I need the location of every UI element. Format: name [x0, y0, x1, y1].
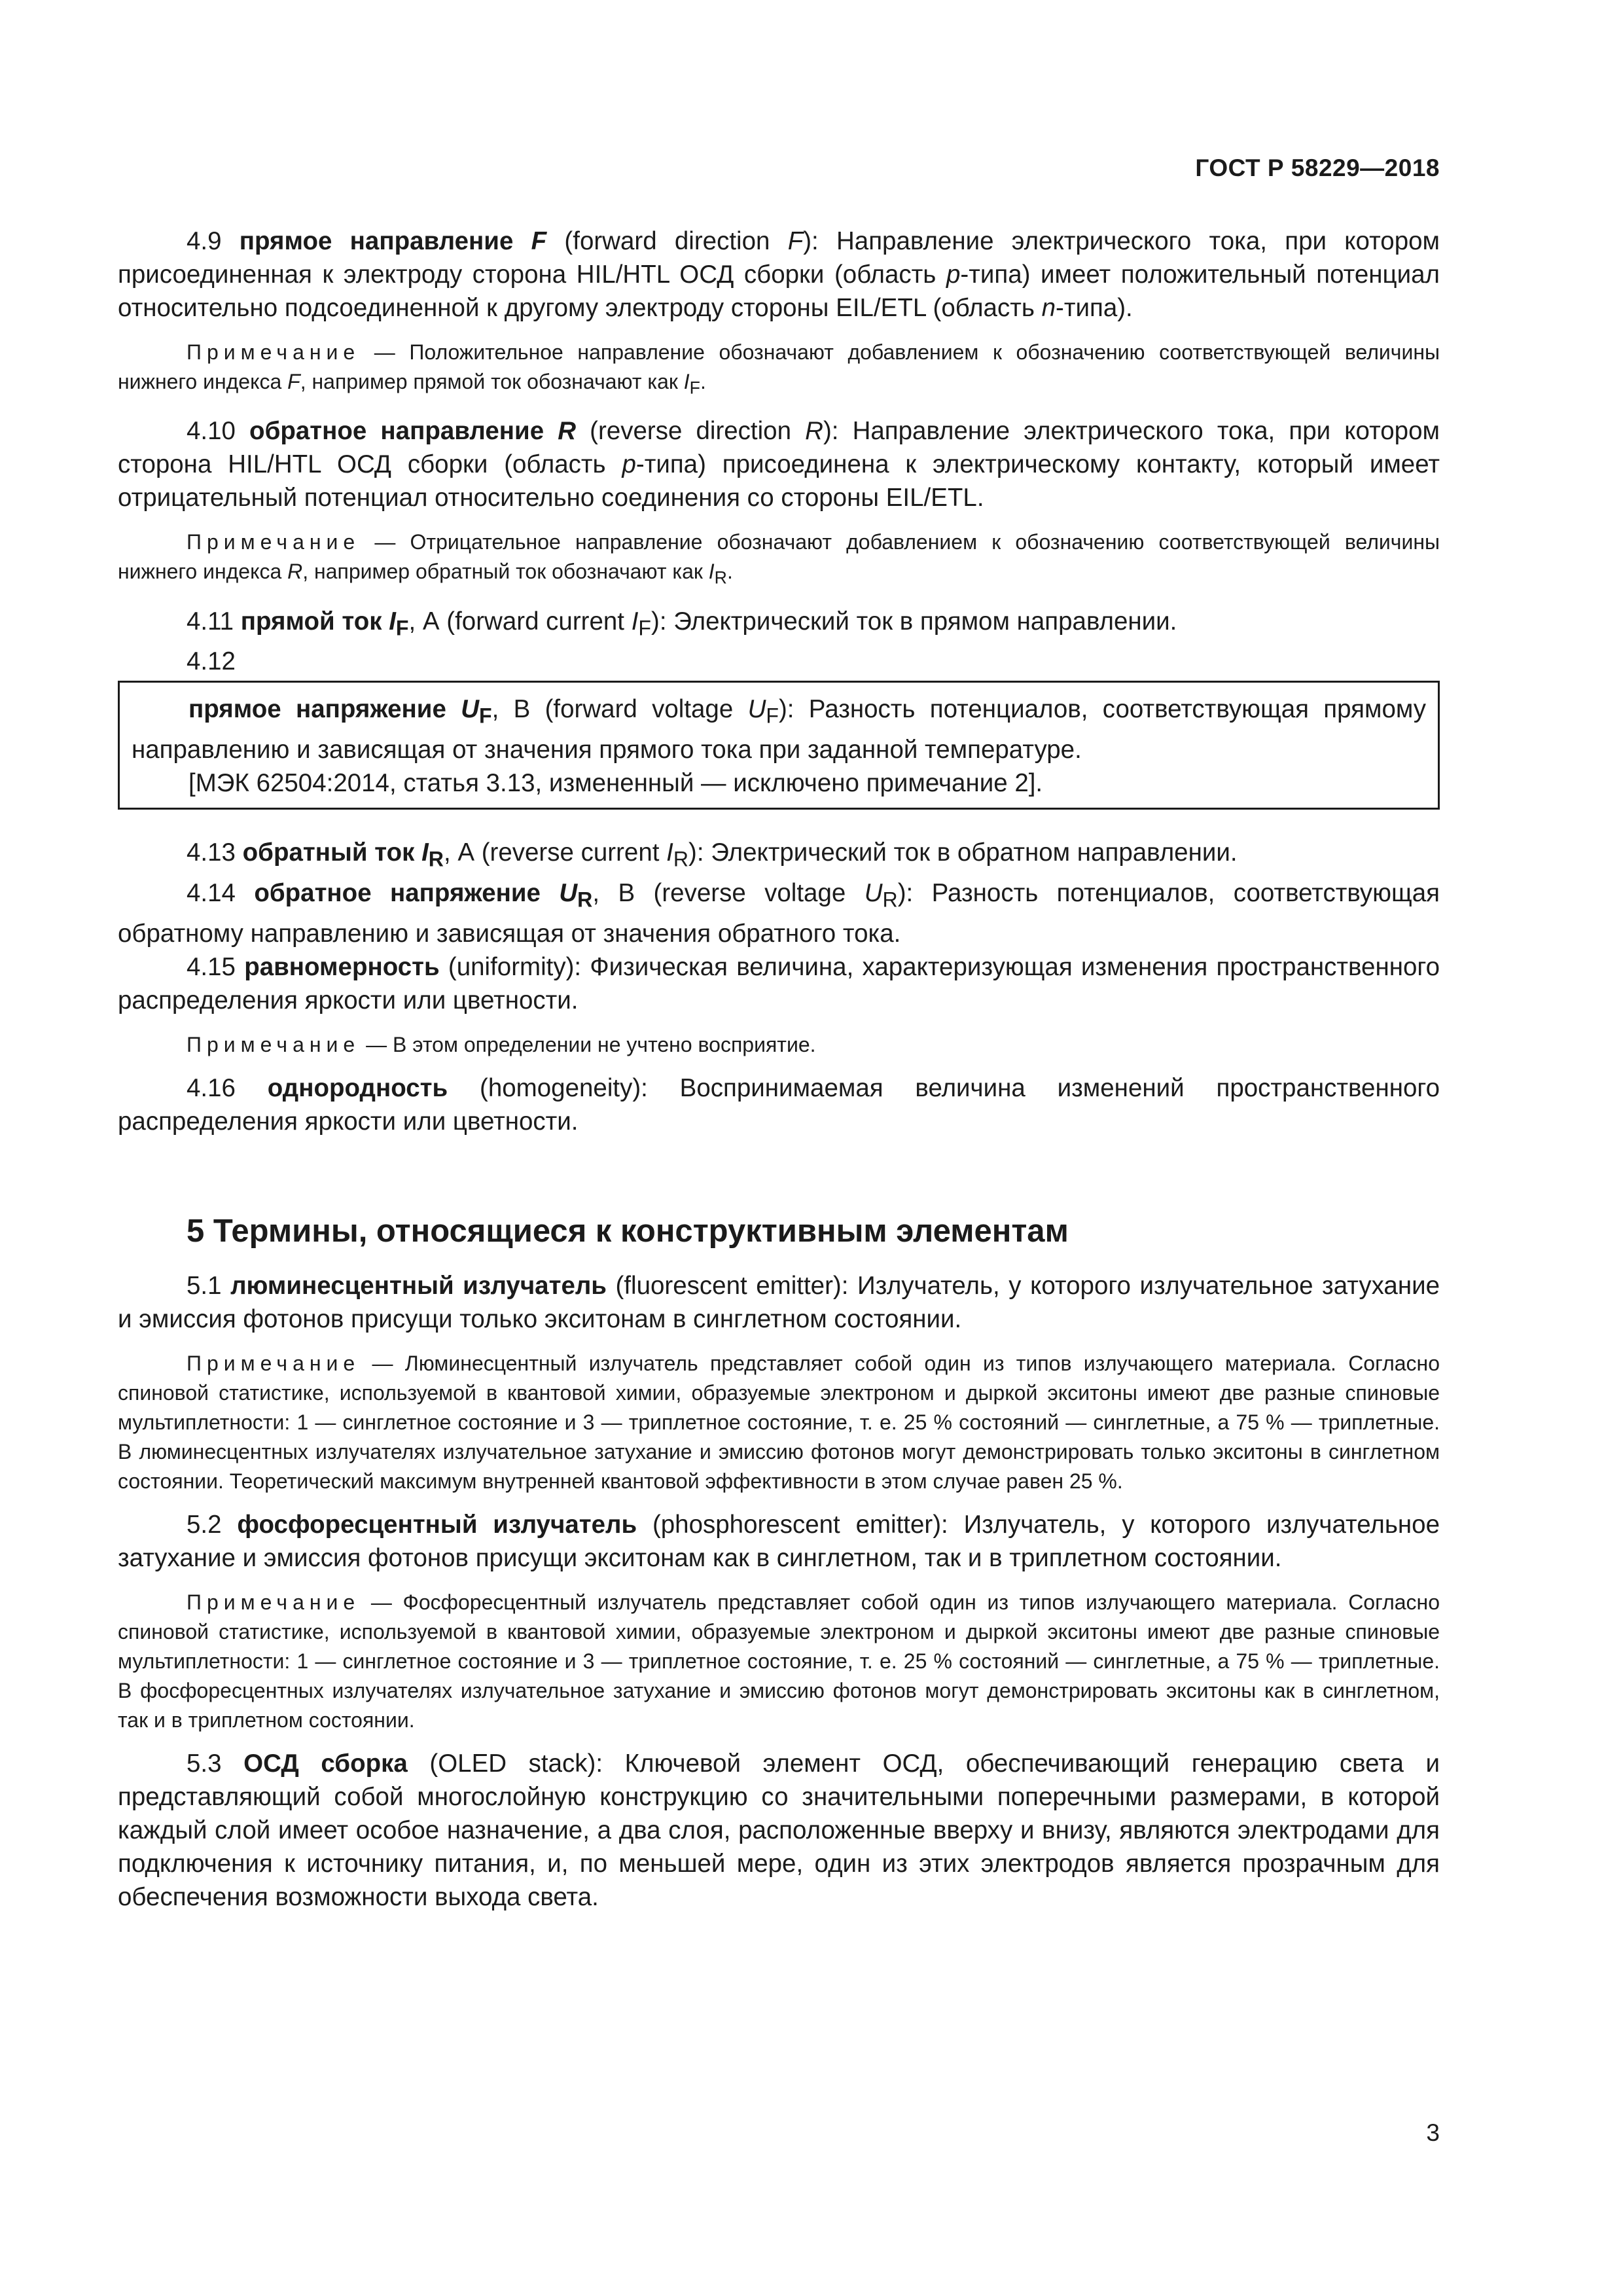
term-symbol-italic: F [787, 227, 804, 255]
note-text: — Отрицательное направление обозначают добавлением к обозначению соответствующей величины нижнего индекса [118, 530, 1440, 584]
term-name: прямой ток [240, 607, 389, 636]
term-definition: (fluorescent emitter): Излучатель, у которого излучательное затухание и эмиссия фотонов присущи только экситонам в синглетном состоянии. [118, 1271, 1440, 1333]
note-5-2 [118, 1588, 1440, 1735]
term-4-12-box [118, 681, 1440, 810]
clause-number: 5.3 [187, 1749, 244, 1778]
document-page [118, 0, 1440, 2296]
term-5-2 [118, 1508, 1440, 1575]
subscript: R [882, 888, 898, 912]
clause-number-4-12: 4.12 [187, 647, 236, 676]
note-label: Примечание [187, 1351, 361, 1375]
subscript: F [638, 616, 652, 640]
symbol: I [708, 560, 715, 584]
term-5-3 [118, 1747, 1440, 1914]
note-text: . [726, 560, 733, 584]
clause-number: 4.16 [187, 1073, 268, 1102]
subscript: F [766, 704, 779, 728]
term-english: , В (forward voltage [491, 695, 748, 724]
italic-letter: n [1041, 294, 1056, 322]
document-body [118, 224, 1440, 1914]
term-symbol: U [559, 878, 578, 907]
term-4-13 [118, 836, 1440, 876]
section-heading-5: 5 Термины, относящиеся к конструктивным элементам [187, 1213, 1069, 1249]
note-text: — В этом определении не учтено восприятие. [360, 1032, 816, 1056]
term-name: обратный ток [242, 838, 422, 867]
term-4-11 [118, 605, 1440, 645]
clause-number: 4.15 [187, 952, 245, 981]
term-symbol: R [558, 417, 577, 446]
term-symbol-italic: I [666, 838, 673, 867]
subscript: R [673, 847, 688, 871]
term-name: равномерность [244, 952, 440, 981]
italic-letter: p [946, 260, 961, 289]
note-text: , например прямой ток обозначают как [300, 370, 684, 393]
term-english: (reverse direction [576, 417, 806, 446]
term-definition: ): Направление электрического тока, при котором присоединенная к электроду сторона HIL/HTL ОСД сборки (область [118, 227, 1440, 289]
note-text: , например обратный ток обозначают как [302, 560, 709, 584]
term-english: , А (forward current [408, 607, 632, 636]
subscript: F [479, 704, 492, 728]
term-definition: ): Электрический ток в обратном направлении. [688, 838, 1238, 867]
term-name: прямое направление [239, 227, 531, 255]
term-name: ОСД сборка [243, 1749, 408, 1778]
note-text: . [700, 370, 706, 393]
italic-letter: R [287, 560, 303, 584]
italic-letter: p [622, 450, 636, 479]
term-4-12 [132, 692, 1426, 766]
term-definition: -типа) присоединена к электрическому контакту, который имеет отрицательный потенциал относительно соединения со стороны EIL/ETL. [118, 450, 1440, 512]
clause-number: 5.2 [187, 1510, 238, 1539]
term-definition: ): Электрический ток в прямом направлении. [651, 607, 1177, 636]
source-citation: [МЭК 62504:2014, статья 3.13, измененный — исключено примечание 2]. [188, 769, 1043, 798]
term-definition: (phosphorescent emitter): Излучатель, у которого излучательное затухание и эмиссия фотонов присущи экситонам как в синглетном, так и в триплетном состоянии. [118, 1510, 1440, 1572]
note-text: — Фосфоресцентный излучатель представляет собой один из типов излучающего материала. Согласно спиновой статистике, используемой в квантовой химии, образуемые электроном и дыркой экситоны имеют две разные спиновые мультиплетности: 1 — синглетное состояние и 3 — триплетное состояние, т. е. 25 % состояний — синглетные, а 75 % — триплетные. В фосфоресцентных излучателях излучательное затухание и эмиссию фотонов могут демонстрировать экситоны как в синглетном, так и в триплетном состоянии. [118, 1590, 1440, 1732]
term-symbol: F [531, 227, 547, 255]
term-symbol-italic: U [747, 695, 766, 724]
note-4-15 [118, 1030, 1440, 1060]
clause-number: 4.11 [187, 607, 241, 636]
term-name: обратное направление [249, 417, 558, 446]
term-definition: ): Разность потенциалов, соответствующая прямому направлению и зависящая от значения прямого тока при заданной температуре. [132, 695, 1427, 764]
term-symbol-italic: I [631, 607, 639, 636]
term-name: однородность [267, 1073, 448, 1102]
note-text: — Положительное направление обозначают добавлением к обозначению соответствующей величины нижнего индекса [118, 340, 1440, 393]
note-text: — Люминесцентный излучатель представляет собой один из типов излучающего материала. Согласно спиновой статистике, используемой в квантовой химии, образуемые электроном и дыркой экситоны имеют две разные спиновые мультиплетности: 1 — синглетное состояние и 3 — триплетное состояние, т. е. 25 % состояний — синглетные, а 75 % — триплетные. В люминесцентных излучателях излучательное затухание и эмиссию фотонов могут демонстрировать только экситоны в синглетном состоянии. Теоретический максимум внутренней квантовой эффективности в этом случае равен 25 %. [118, 1351, 1440, 1493]
note-5-1 [118, 1349, 1440, 1496]
page-number: 3 [1426, 2119, 1440, 2146]
note-4-10 [118, 528, 1440, 592]
subscript: R [428, 847, 444, 871]
note-4-9 [118, 338, 1440, 403]
term-name: прямое напряжение [188, 695, 461, 724]
term-definition: ): Разность потенциалов, соответствующая обратному направлению и зависящая от значения обратного тока. [118, 878, 1440, 948]
subscript: F [395, 616, 409, 640]
note-label: Примечание [187, 340, 361, 364]
term-name: фосфоресцентный излучатель [237, 1510, 637, 1539]
note-label: Примечание [187, 1032, 361, 1056]
note-label: Примечание [187, 530, 361, 554]
term-4-16 [118, 1071, 1440, 1138]
term-definition: ): Направление электрического тока, при котором сторона HIL/HTL ОСД сборки (область [118, 417, 1440, 479]
term-name: обратное напряжение [254, 878, 560, 907]
term-definition: (OLED stack): Ключевой элемент ОСД, обеспечивающий генерацию света и представляющий собой многослойную конструкцию со значительными поперечными размерами, в которой каждый слой имеет особое назначение, а два слоя, расположенные вверху и внизу, являются электродами для подключения к источнику питания, и, по меньшей мере, один из этих электродов является прозрачным для обеспечения возможности выхода света. [118, 1749, 1440, 1911]
term-symbol-italic: U [864, 878, 883, 907]
clause-number: 4.9 [187, 227, 240, 255]
term-4-14 [118, 876, 1440, 950]
subscript: R [714, 567, 727, 588]
term-symbol: U [461, 695, 479, 724]
clause-number: 4.13 [187, 838, 243, 867]
clause-number: 4.14 [187, 878, 255, 907]
term-4-10 [118, 414, 1440, 514]
term-5-1 [118, 1269, 1440, 1336]
note-label: Примечание [187, 1590, 361, 1614]
italic-letter: F [287, 370, 300, 393]
term-4-15 [118, 950, 1440, 1017]
term-definition: (homogeneity): Воспринимаемая величина изменений пространственного распределения яркости или цветности. [118, 1073, 1440, 1136]
term-definition: (uniformity): Физическая величина, характеризующая изменения пространственного распределения яркости или цветности. [118, 952, 1440, 1014]
term-english: , А (reverse current [443, 838, 667, 867]
term-symbol-italic: R [805, 417, 823, 446]
document-id-header: ГОСТ Р 58229—2018 [1195, 154, 1440, 181]
term-symbol: I [421, 838, 429, 867]
term-english: , В (reverse voltage [592, 878, 865, 907]
clause-number: 5.1 [187, 1271, 231, 1300]
term-symbol: I [389, 607, 396, 636]
subscript: F [689, 378, 700, 398]
symbol: I [683, 370, 690, 393]
subscript: R [577, 888, 593, 912]
term-english: (forward direction [546, 227, 788, 255]
clause-number: 4.10 [187, 417, 250, 446]
term-name: люминесцентный излучатель [230, 1271, 607, 1300]
term-definition: -типа) имеет положительный потенциал относительно подсоединенной к другому электроду стороны EIL/ETL (область [118, 260, 1440, 322]
term-definition: -типа). [1056, 294, 1133, 322]
term-4-9 [118, 224, 1440, 325]
